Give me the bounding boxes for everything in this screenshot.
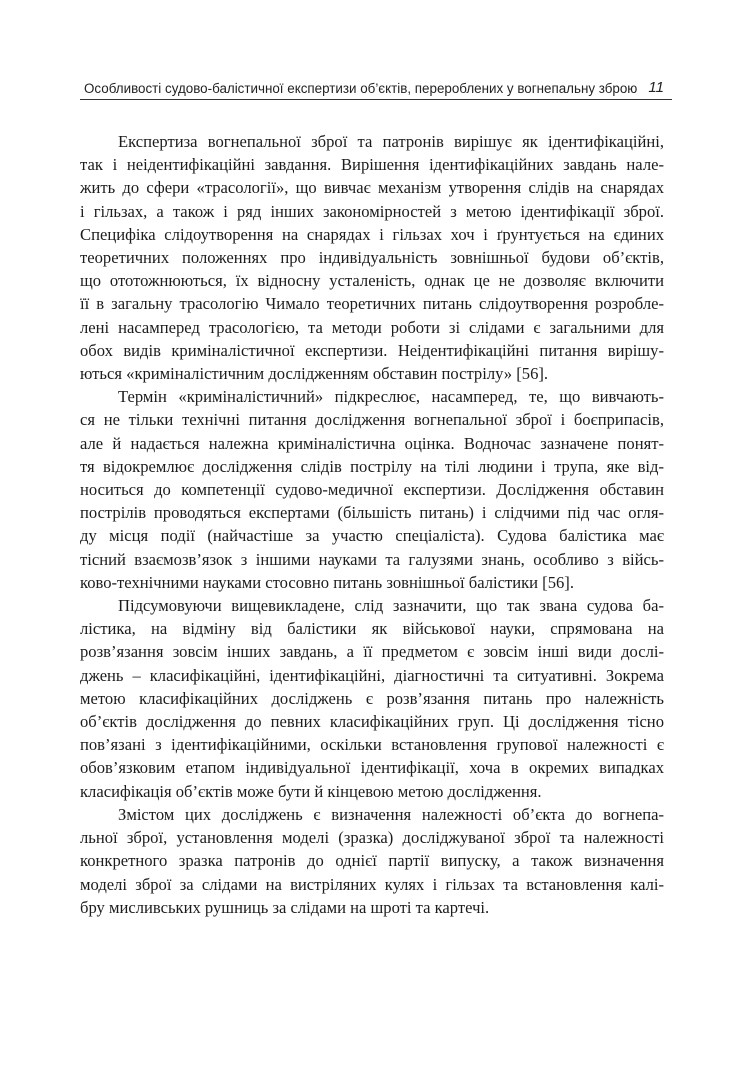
- text-line: що ототожнюються, їх відносну усталеність, однак це не дозволяє включити: [80, 271, 664, 291]
- text-line: Підсумовуючи вищевикладене, слід зазначити, що так звана судова ба-: [118, 596, 664, 616]
- text-line: пострілів проводяться експертами (більшість питань) і слідчими під час огля-: [80, 503, 664, 523]
- text-line: пов’язані з ідентифікаційними, оскільки встановлення групової належності є: [80, 735, 664, 755]
- text-line: розв’язання зовсім інших завдань, а її предметом є зовсім інші види дослі-: [80, 642, 664, 662]
- text-line: лені насамперед трасологією, та методи роботи зі слідами є загальними для: [80, 317, 664, 337]
- text-line: джень – класифікаційні, ідентифікаційні, діагностичні та ситуативні. Зокрема: [80, 665, 664, 685]
- text-line: конкретного зразка патронів до однієї партії випуску, а також визначення: [80, 851, 664, 871]
- text-line: Експертиза вогнепальної зброї та патронів вирішує як ідентифікаційні,: [118, 132, 664, 151]
- running-header-title: Особливості судово-балістичної експертизи об’єктів, перероблених у вогнепальну зброю: [84, 81, 638, 96]
- page-number: 11: [648, 79, 664, 96]
- text-line: жить до сфери «трасології», що вивчає механізм утворення слідів на снарядах: [80, 178, 664, 198]
- text-line: класифікація об’єктів може бути й кінцевою метою дослідження.: [80, 781, 542, 801]
- text-line: бру мисливських рушниць за слідами на шроті та картечі.: [80, 897, 490, 917]
- paragraph: [80, 130, 664, 385]
- text-line: льної зброї, установлення моделі (зразка) досліджуваної зброї та належності: [80, 828, 664, 848]
- text-line: обов’язковим етапом індивідуальної ідентифікації, хоча в окремих випадках: [80, 758, 664, 778]
- text-line: метою класифікаційних досліджень є розв’язання питань про належність: [80, 688, 664, 708]
- running-header: [80, 76, 672, 100]
- paragraph: [80, 803, 664, 919]
- body-text: [80, 130, 664, 919]
- text-line: носиться до компетенції судово-медичної експертизи. Дослідження обставин: [80, 480, 664, 500]
- text-line: теоретичних положеннях про індивідуальність зовнішньої будови об’єктів,: [80, 248, 664, 268]
- text-line: але й надається належна криміналістична оцінка. Водночас зазначене понят-: [80, 433, 664, 453]
- text-line: моделі зброї за слідами на вистріляних кулях і гільзах та встановлення калі-: [80, 874, 664, 894]
- text-line: тя відокремлює дослідження слідів пострілу на тілі людини і трупа, яке від-: [80, 456, 664, 476]
- text-line: Специфіка слідоутворення на снарядах і гільзах хоч і ґрунтується на єдиних: [80, 224, 664, 244]
- text-line: обох видів криміналістичної експертизи. Неідентифікаційні питання вирішу-: [80, 340, 664, 360]
- text-line: тісний взаємозв’язок з іншими науками та галузями знань, особливо з війсь-: [80, 549, 664, 569]
- text-line: Термін «криміналістичний» підкреслює, насамперед, те, що вивчають-: [118, 387, 664, 407]
- text-line: так і неідентифікаційні завдання. Вирішення ідентифікаційних завдань нале-: [80, 155, 664, 175]
- paragraph: [80, 385, 664, 594]
- paragraph: [80, 594, 664, 803]
- text-line: її в загальну трасологію Чимало теоретичних питань слідоутворення розробле-: [80, 294, 664, 314]
- text-line: ся не тільки технічні питання дослідження вогнепальної зброї і боєприпасів,: [80, 410, 664, 430]
- text-line: ду місця події (найчастіше за участю спеціаліста). Судова балістика має: [80, 526, 664, 546]
- text-line: Змістом цих досліджень є визначення належності об’єкта до вогнепа-: [118, 804, 664, 824]
- text-line: і гільзах, а також і ряд інших закономірностей з метою ідентифікації зброї.: [80, 201, 664, 221]
- text-line: ються «криміналістичним дослідженням обставин пострілу» [56].: [80, 364, 549, 384]
- text-line: ково-технічними науками стосовно питань зовнішньої балістики [56].: [80, 572, 574, 592]
- text-line: лістика, на відміну від балістики як військової науки, спрямована на: [80, 619, 664, 639]
- header-rule: [80, 99, 672, 100]
- text-line: об’єктів дослідження до певних класифікаційних груп. Ці дослідження тісно: [80, 712, 664, 732]
